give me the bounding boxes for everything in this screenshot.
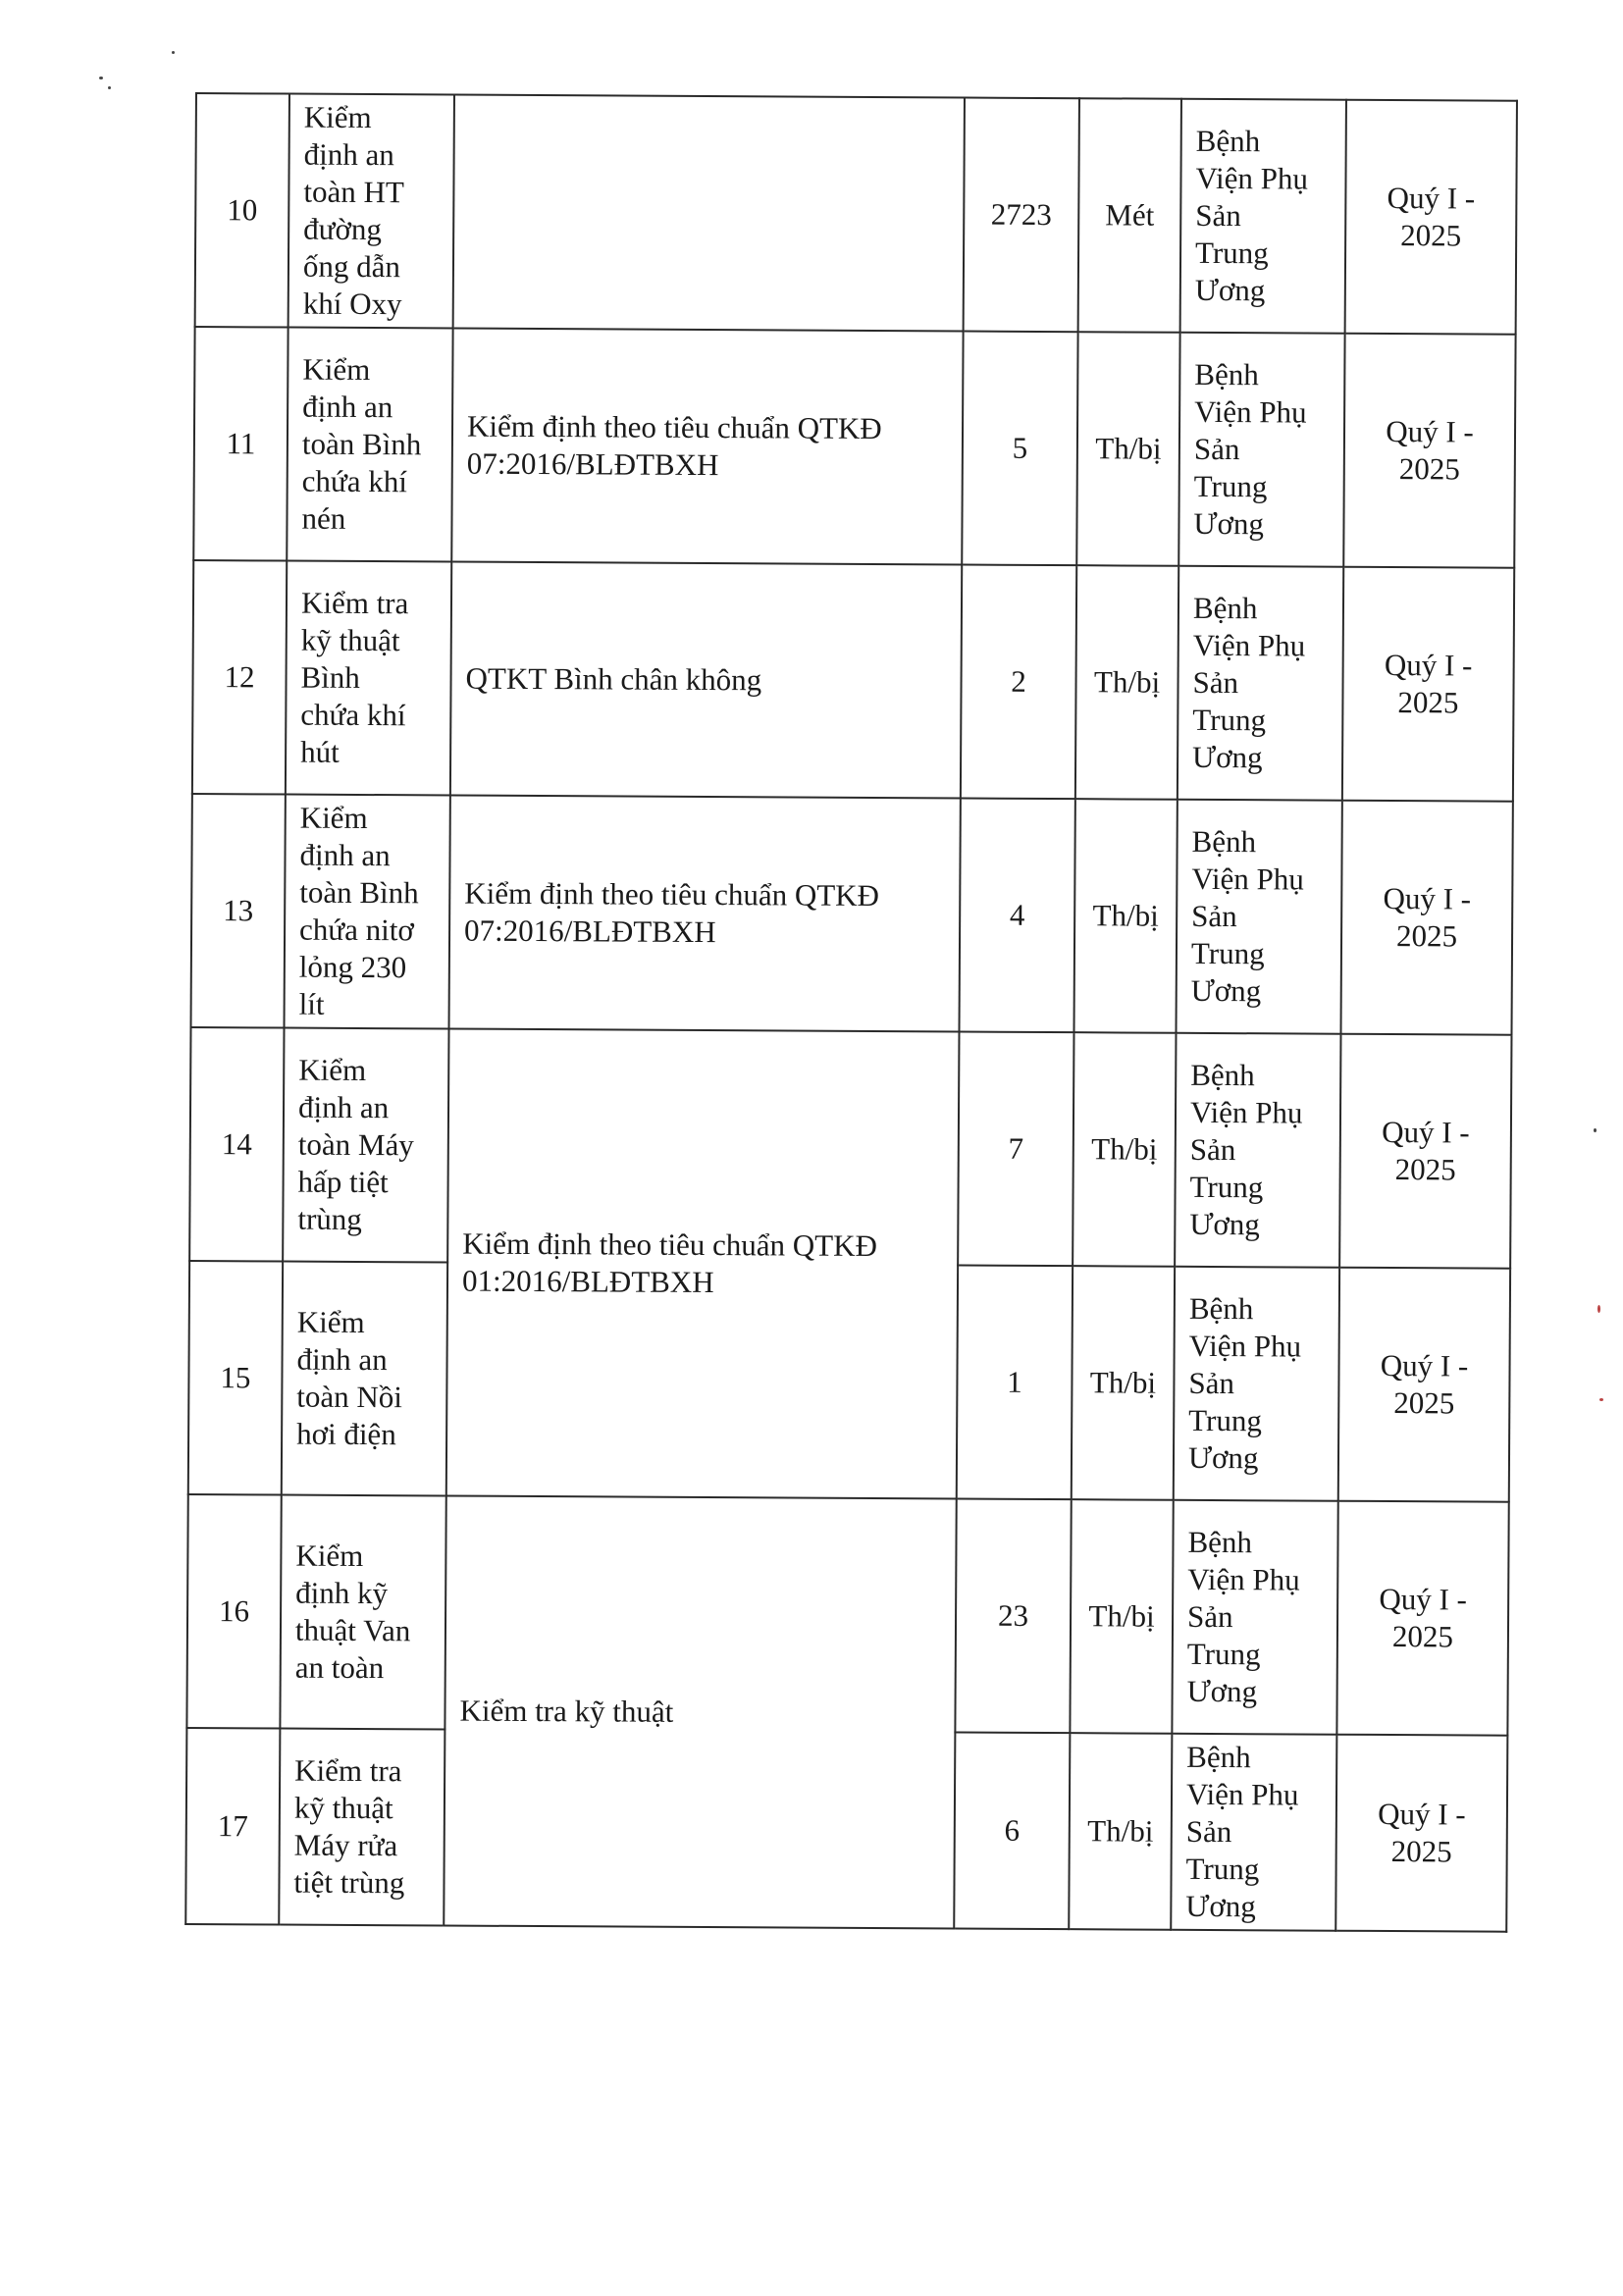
period: Quý I - 2025 <box>1339 1034 1511 1269</box>
table-row <box>193 327 1515 568</box>
location: Bệnh Viện Phụ Sản Trung Ương <box>1174 1267 1339 1501</box>
unit: Mét <box>1078 98 1181 333</box>
table-row <box>191 794 1513 1035</box>
unit: Th/bị <box>1070 1499 1173 1734</box>
table-row <box>195 93 1517 335</box>
quantity: 2 <box>961 565 1076 800</box>
quantity: 2723 <box>964 98 1079 333</box>
inspection-method: Kiểm định theo tiêu chuẩn QTKĐ 07:2016/BLĐTBXH <box>449 796 961 1032</box>
table-row <box>186 1494 1508 1736</box>
row-number: 15 <box>188 1261 283 1495</box>
quantity: 1 <box>957 1265 1073 1499</box>
location: Bệnh Viện Phụ Sản Trung Ương <box>1178 333 1344 567</box>
item-description: Kiểm định an toàn HT đường ống dẫn khí Oxy <box>288 94 454 329</box>
row-number: 10 <box>195 93 289 328</box>
unit: Th/bị <box>1069 1733 1172 1930</box>
period: Quý I - 2025 <box>1338 1268 1510 1502</box>
period: Quý I - 2025 <box>1342 567 1514 802</box>
period: Quý I - 2025 <box>1343 334 1515 568</box>
item-description: Kiểm tra kỹ thuật Máy rửa tiệt trùng <box>279 1729 445 1926</box>
row-number: 11 <box>193 327 288 561</box>
period: Quý I - 2025 <box>1340 801 1512 1035</box>
unit: Th/bị <box>1073 799 1177 1033</box>
quantity: 5 <box>962 332 1077 566</box>
quantity: 23 <box>955 1498 1071 1733</box>
row-number: 12 <box>192 560 287 795</box>
location: Bệnh Viện Phụ Sản Trung Ương <box>1178 566 1343 801</box>
unit: Th/bị <box>1075 565 1178 800</box>
unit: Th/bị <box>1076 332 1179 566</box>
quantity: 6 <box>954 1732 1070 1929</box>
item-description: Kiểm tra kỹ thuật Bình chứa khí hút <box>286 561 451 796</box>
period: Quý I - 2025 <box>1345 100 1517 335</box>
scan-speck <box>99 77 103 79</box>
inspection-method: Kiểm định theo tiêu chuẩn QTKĐ 07:2016/BLĐTBXH <box>451 329 963 565</box>
item-description: Kiểm định an toàn Bình chứa khí nén <box>287 328 452 562</box>
inspection-table <box>184 92 1518 1933</box>
inspection-method: QTKT Bình chân không <box>450 562 962 799</box>
inspection-method <box>453 95 965 332</box>
row-number: 16 <box>186 1494 281 1729</box>
location: Bệnh Viện Phụ Sản Trung Ương <box>1176 800 1341 1034</box>
row-number: 14 <box>189 1027 284 1262</box>
scan-speck <box>108 86 111 89</box>
period: Quý I - 2025 <box>1336 1501 1508 1736</box>
item-description: Kiểm định kỹ thuật Van an toàn <box>280 1495 445 1730</box>
scan-speck <box>1599 1398 1603 1401</box>
inspection-method: Kiểm định theo tiêu chuẩn QTKĐ 01:2016/BLĐTBXH <box>446 1029 960 1499</box>
location: Bệnh Viện Phụ Sản Trung Ương <box>1180 99 1346 334</box>
location: Bệnh Viện Phụ Sản Trung Ương <box>1175 1033 1340 1268</box>
location: Bệnh Viện Phụ Sản Trung Ương <box>1171 1734 1336 1931</box>
row-number: 13 <box>191 794 286 1028</box>
unit: Th/bị <box>1072 1266 1175 1500</box>
quantity: 4 <box>959 799 1074 1033</box>
item-description: Kiểm định an toàn Máy hấp tiệt trùng <box>283 1028 448 1263</box>
item-description: Kiểm định an toàn Nồi hơi điện <box>282 1262 447 1496</box>
scan-speck <box>1594 1128 1597 1132</box>
scan-speck <box>172 51 175 54</box>
unit: Th/bị <box>1073 1032 1176 1267</box>
table-row <box>192 560 1514 802</box>
row-number: 17 <box>185 1728 280 1925</box>
period: Quý I - 2025 <box>1335 1735 1507 1932</box>
scan-speck <box>1597 1305 1600 1313</box>
table-row <box>189 1027 1511 1269</box>
location: Bệnh Viện Phụ Sản Trung Ương <box>1172 1500 1337 1735</box>
quantity: 7 <box>958 1031 1073 1266</box>
item-description: Kiểm định an toàn Bình chứa nitơ lỏng 230 lít <box>285 795 450 1029</box>
inspection-method: Kiểm tra kỹ thuật <box>444 1495 957 1928</box>
